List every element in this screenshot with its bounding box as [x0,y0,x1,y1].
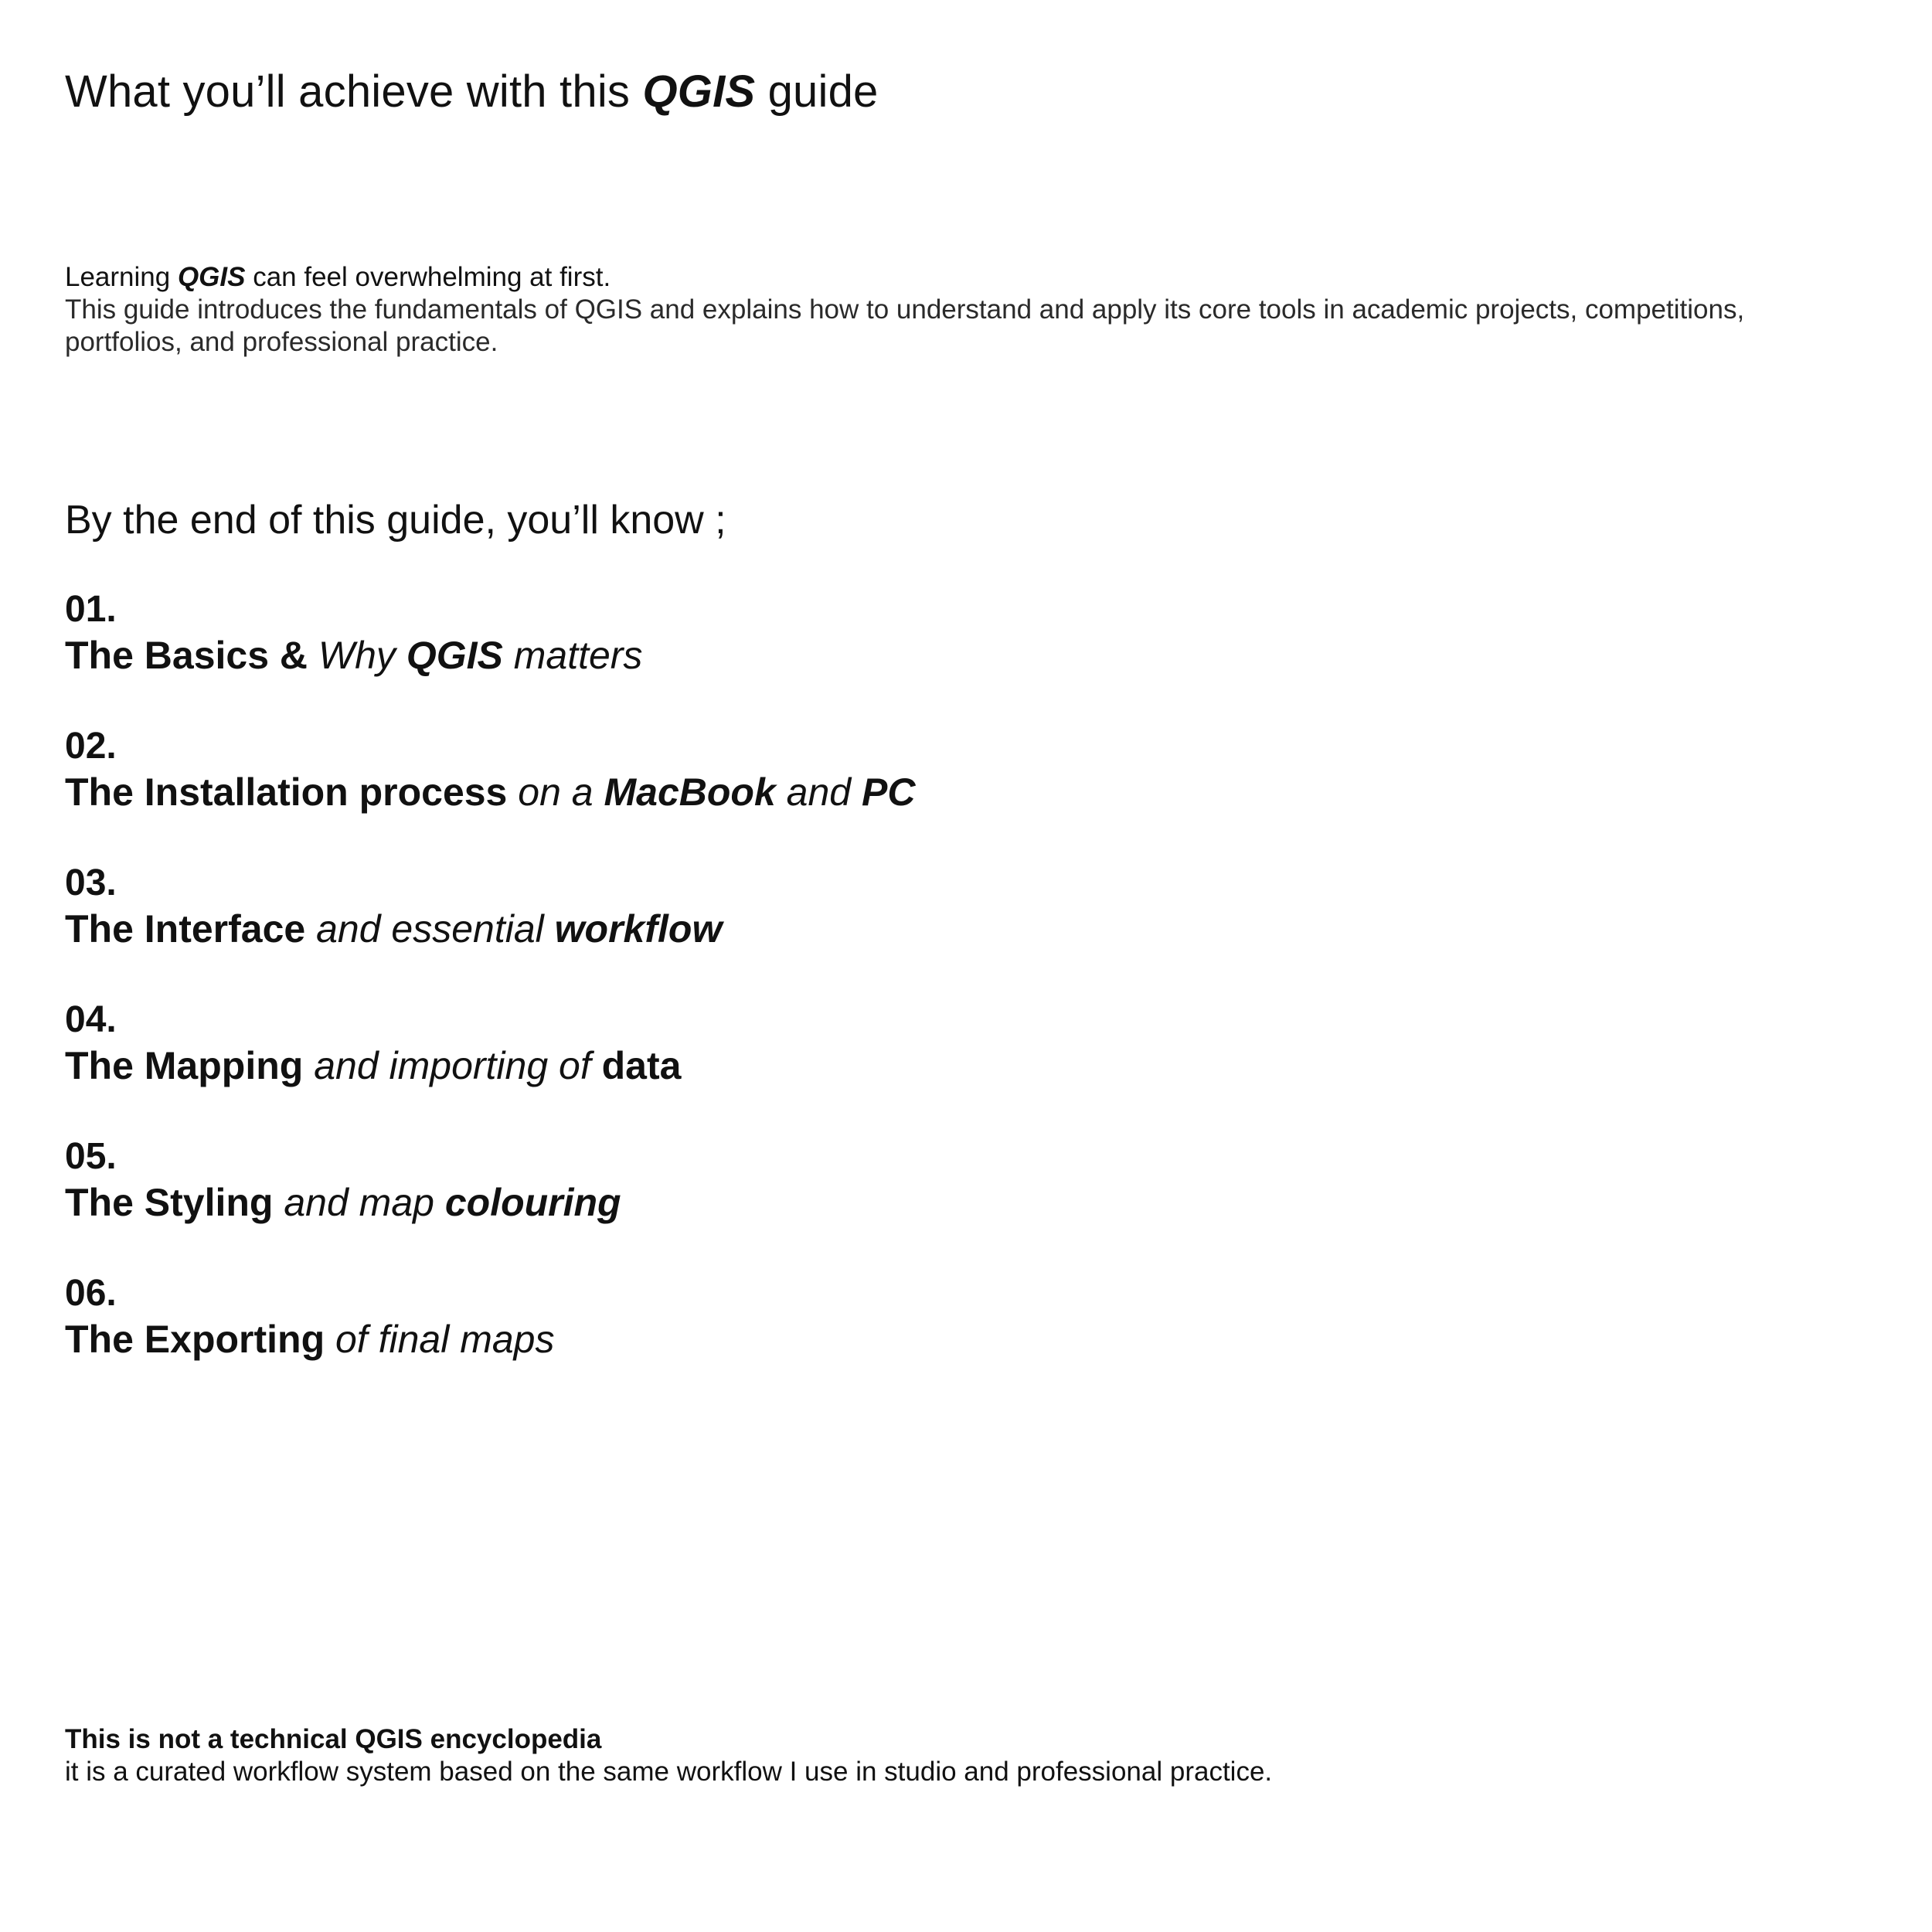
topic-title-part: The Interface [65,907,317,951]
topic-number: 03. [65,862,117,903]
topic-item [65,998,915,1134]
title-emphasis: QGIS [642,66,756,117]
topic-title [65,1179,915,1226]
page-title [65,65,879,119]
intro-paragraph [65,261,1866,359]
footer-note [65,1723,1272,1788]
topic-title-part: data [601,1044,682,1087]
topic-number: 05. [65,1136,117,1177]
topic-title [65,906,915,952]
intro-body: This guide introduces the fundamentals of QGIS and explains how to understand and apply its core tools in academic projects, competitions, portfolios, and professional practice. [65,294,1745,357]
topic-title [65,1316,915,1362]
topic-title-part: and [775,770,862,814]
title-suffix: guide [755,66,879,117]
topic-number: 01. [65,589,117,630]
outcomes-heading: By the end of this guide, you’ll know ; [65,498,726,543]
topic-number: 02. [65,726,117,767]
intro-lead-emphasis: QGIS [177,262,246,292]
topic-title [65,1043,915,1089]
topic-title-part: and essential [316,907,555,951]
topic-title-part: The Mapping [65,1044,315,1087]
intro-lead [65,261,1866,294]
title-prefix: What you’ll achieve with this [65,66,643,117]
topic-title [65,769,915,815]
topic-title-part: and importing of [314,1044,602,1087]
topic-title-part: Why [318,634,406,677]
topic-title-part: The Exporting [65,1318,335,1361]
topic-title-part: MacBook [604,770,776,814]
topic-item [65,1134,915,1271]
topic-title-part: The Basics & [65,634,318,677]
footer-heading: This is not a technical QGIS encyclopedia [65,1724,602,1754]
topic-title-part: The Installation process [65,770,519,814]
topic-title-part: and map [284,1181,445,1224]
topic-title [65,632,915,679]
topic-item [65,724,915,861]
topic-title-part: on a [518,770,604,814]
topic-number: 04. [65,999,117,1040]
intro-lead-suffix: can feel overwhelming at first. [245,262,611,292]
topic-title-part: of final maps [335,1318,555,1361]
intro-lead-prefix: Learning [65,262,178,292]
topic-title-part: matters [502,634,643,677]
topic-title-part: workflow [554,907,723,951]
topic-title-part: The Styling [65,1181,284,1224]
topic-number: 06. [65,1273,117,1314]
topic-title-part: PC [861,770,916,814]
topic-title-part: QGIS [406,634,503,677]
topic-item [65,861,915,998]
topic-item [65,1271,915,1408]
topic-title-part: colouring [444,1181,621,1224]
topic-item [65,587,915,724]
topics-list [65,587,915,1408]
footer-body: it is a curated workflow system based on the same workflow I use in studio and professional practice. [65,1757,1273,1787]
